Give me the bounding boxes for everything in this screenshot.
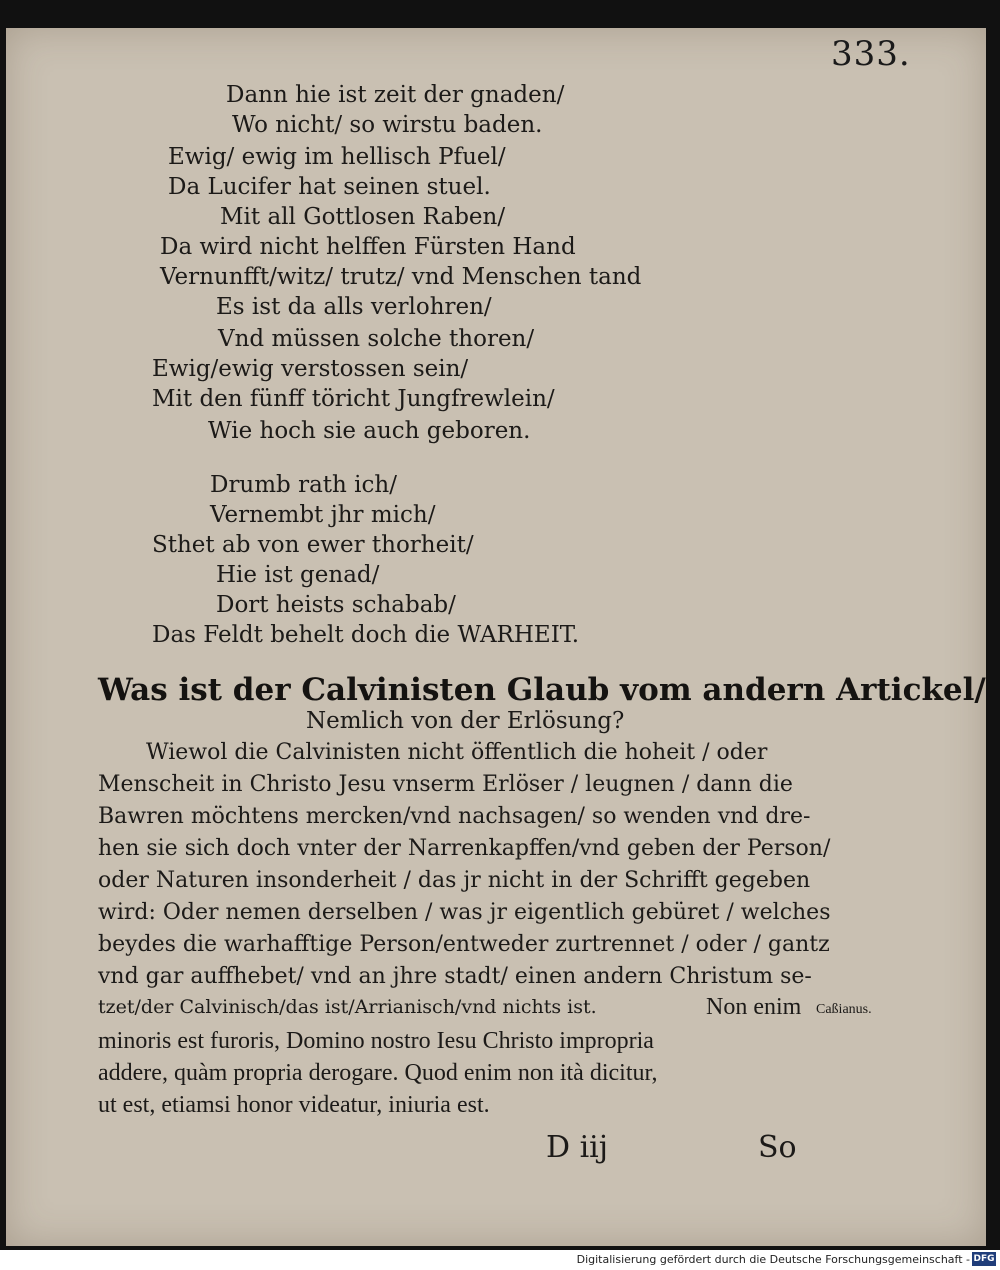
catchword: So [758,1130,797,1165]
verse-line: Ewig/ ewig im hellisch Pfuel/ [168,144,506,170]
dfg-logo: DFG [973,1254,995,1264]
latin-line: addere, quàm propria derogare. Quod enim non ità dicitur, [98,1060,658,1086]
prose-line: Menscheit in Christo Jesu vnserm Erlöser / leugnen / dann die [98,772,793,797]
signature-mark: D iij [546,1130,609,1165]
latin-line: minoris est furoris, Domino nostro Iesu Christo impropria [98,1028,654,1054]
verse-line: Da Lucifer hat seinen stuel. [168,174,491,200]
prose-line: vnd gar auffhebet/ vnd an jhre stadt/ einen andern Christum se- [98,964,812,989]
verse-line: Wie hoch sie auch geboren. [208,418,531,444]
verse-line: Dann hie ist zeit der gnaden/ [226,82,565,108]
margin-note: Caßianus. [816,1002,872,1017]
prose-line: tzet/der Calvinisch/das ist/Arrianisch/vnd nichts ist. [98,996,597,1018]
verse-line: Mit all Gottlosen Raben/ [220,204,506,230]
latin-inline: Non enim [706,994,802,1020]
verse-line: Da wird nicht helffen Fürsten Hand [160,234,576,260]
verse-line: Vernunfft/witz/ trutz/ vnd Menschen tand [160,264,642,290]
page-number: 333. [831,34,911,74]
verse-line: Es ist da alls verlohren/ [216,294,492,320]
section-subheading: Nemlich von der Erlösung? [306,708,625,734]
verse-line: Vernembt jhr mich/ [210,502,436,528]
prose-line: beydes die warhafftige Person/entweder zurtrennet / oder / gantz [98,932,830,957]
book-page [6,28,986,1246]
footer-credit: Digitalisierung gefördert durch die Deutsche Forschungsgemeinschaft - [576,1253,970,1266]
verse-line: Wo nicht/ so wirstu baden. [232,112,543,138]
prose-line: hen sie sich doch vnter der Narrenkapffen/vnd geben der Person/ [98,836,831,861]
prose-line: Bawren möchtens mercken/vnd nachsagen/ so wenden vnd dre- [98,804,811,829]
verse-line: Hie ist genad/ [216,562,380,588]
section-heading: Was ist der Calvinisten Glaub vom andern Artickel/ [98,672,986,708]
latin-line: ut est, etiamsi honor videatur, iniuria est. [98,1092,490,1118]
verse-line: Mit den fünff töricht Jungfrewlein/ [152,386,555,412]
verse-line: Sthet ab von ewer thorheit/ [152,532,474,558]
verse-line: Ewig/ewig verstossen sein/ [152,356,469,382]
verse-line: Vnd müssen solche thoren/ [218,326,535,352]
footer-bar [0,1250,1000,1270]
prose-line: Wiewol die Calvinisten nicht öffentlich die hoheit / oder [146,740,768,765]
prose-line: oder Naturen insonderheit / das jr nicht in der Schrifft gegeben [98,868,811,893]
prose-line: wird: Oder nemen derselben / was jr eigentlich gebüret / welches [98,900,831,925]
verse-line: Drumb rath ich/ [210,472,397,498]
verse-line: Dort heists schabab/ [216,592,456,618]
verse-line: Das Feldt behelt doch die WARHEIT. [152,622,580,648]
